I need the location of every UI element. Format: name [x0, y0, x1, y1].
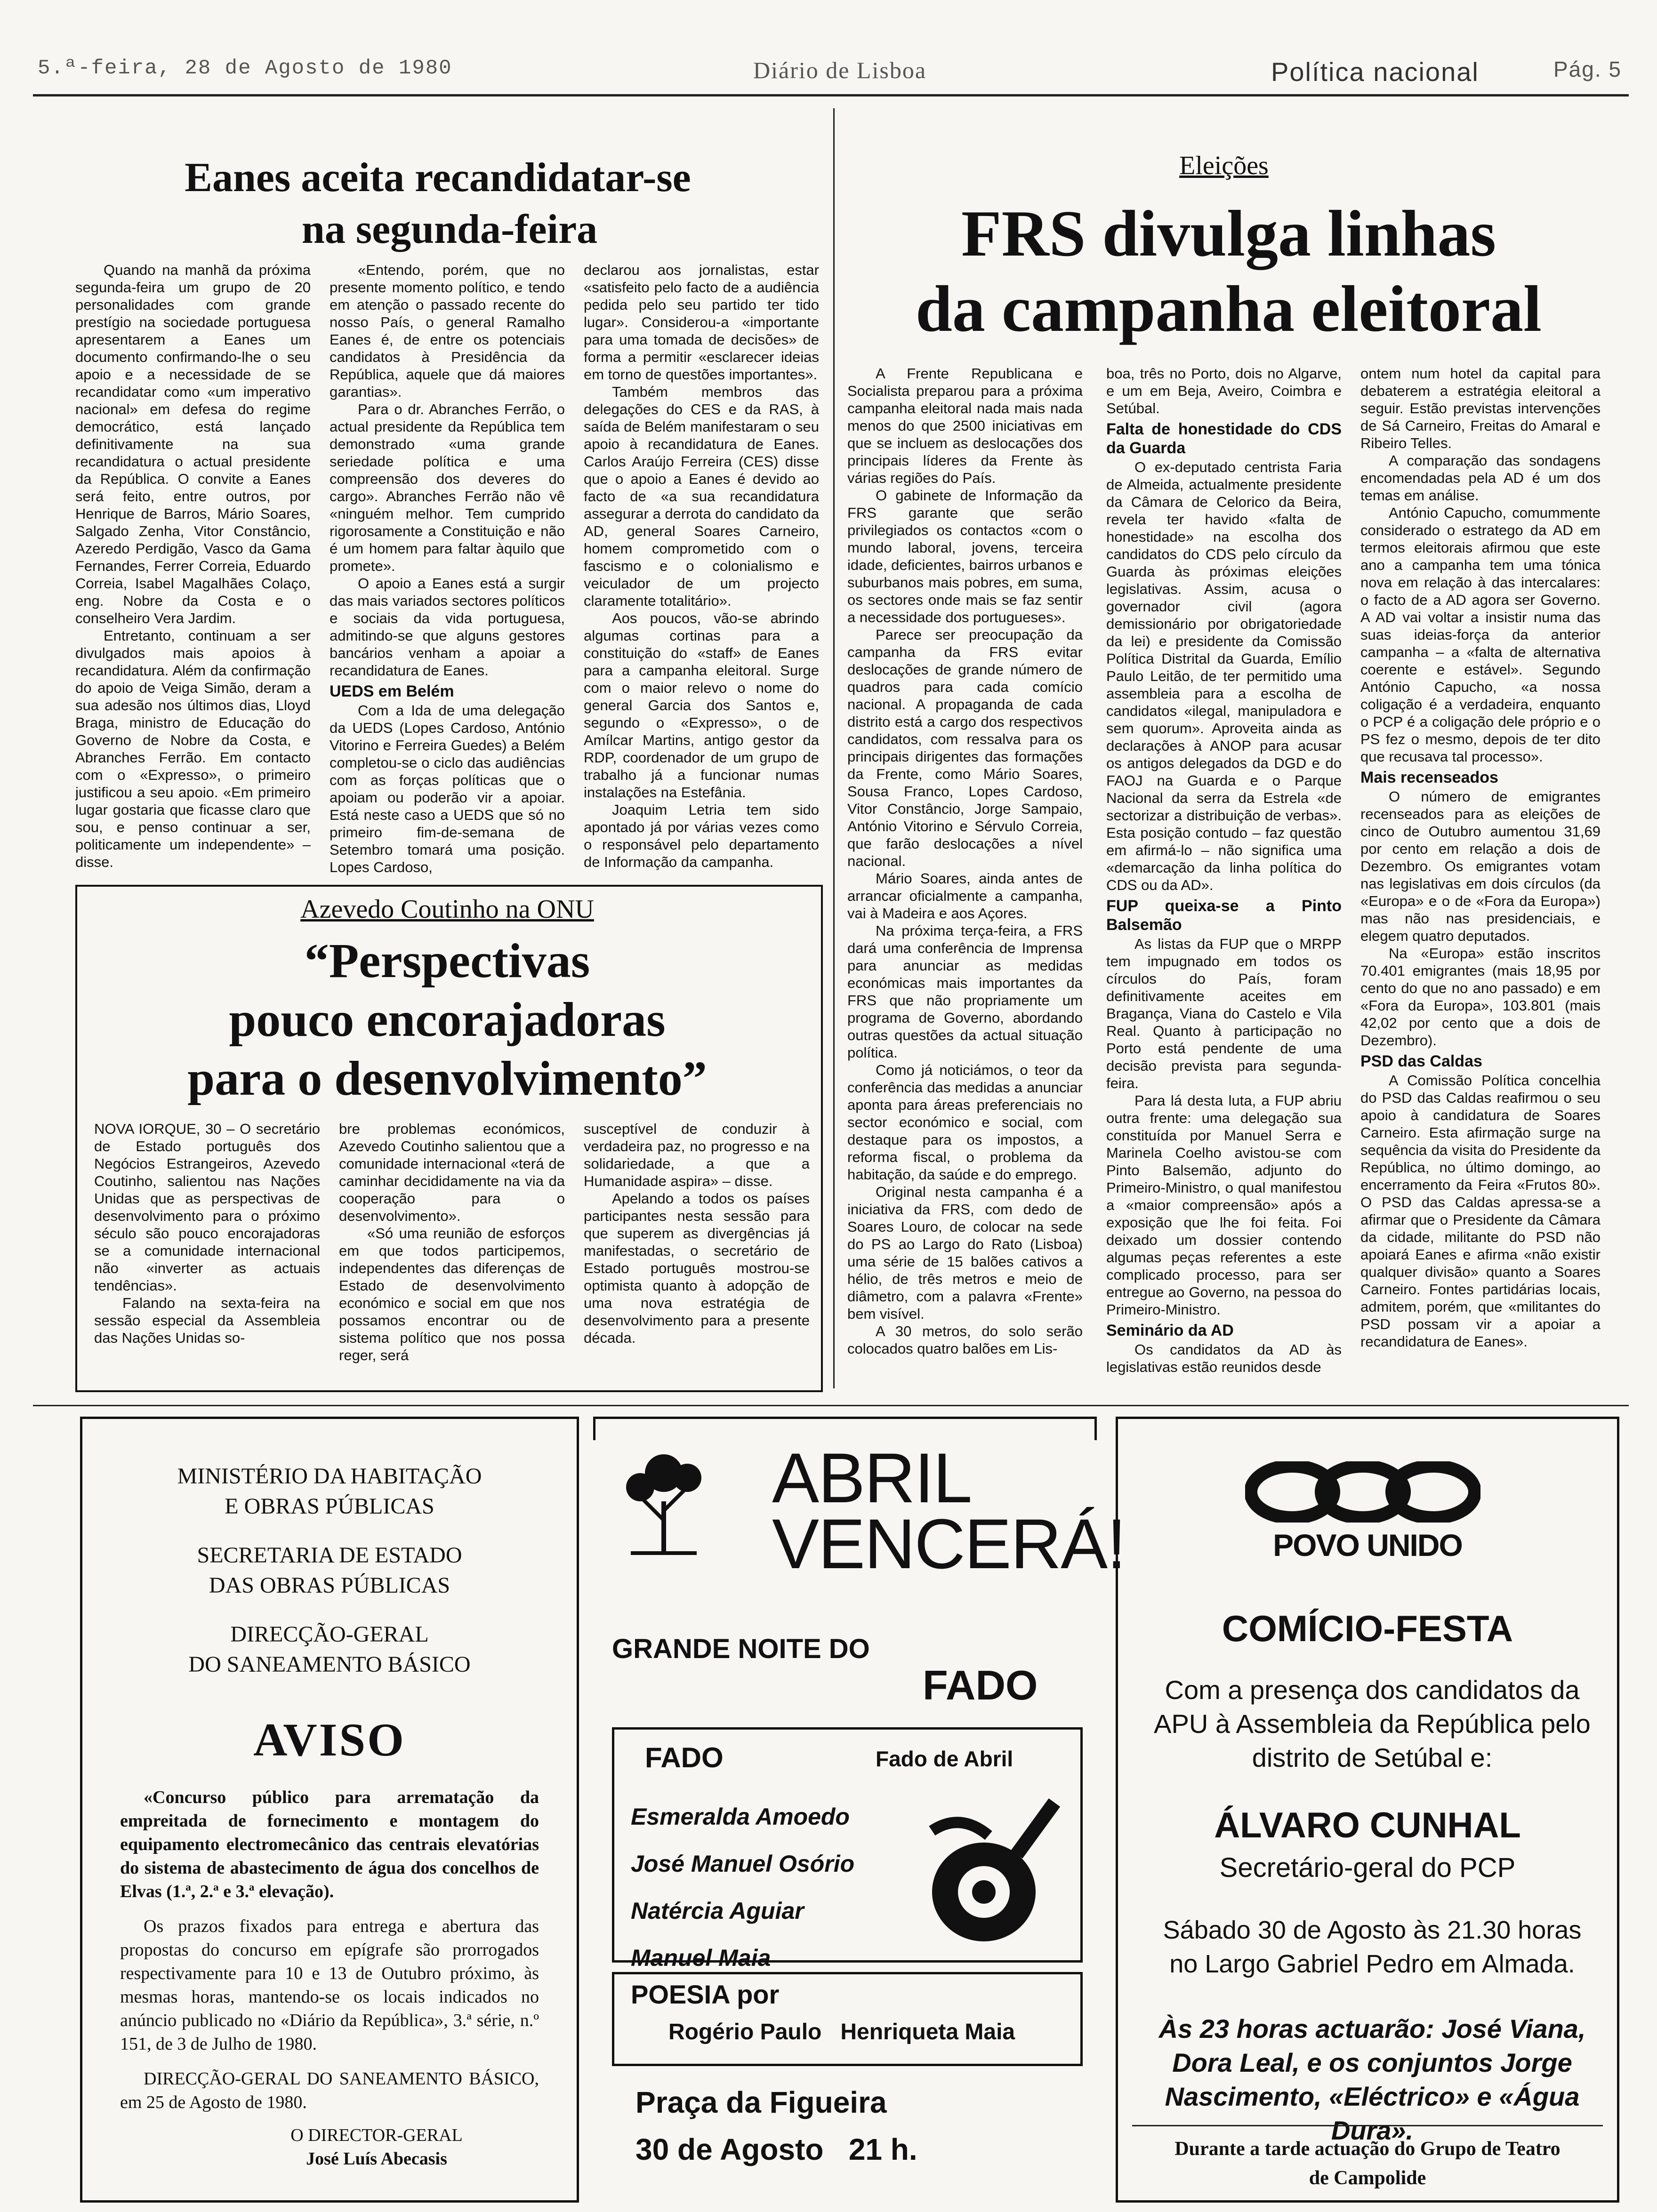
onu-paragraph: Apelando a todos os países participantes nesta sessão para que superem as divergências já manifestadas, o secretário de Estado português mostrou-se optimista quanto à adopção de uma nova estratégia de desenvolvimento para a presente década. — [584, 1190, 810, 1346]
ad-ministerio-paragraph: «Concurso público para arrematação da empreitada de fornecimento e montagem do equipamento electromecânico das centrais elevatórias do sistema de abastecimento de água dos concelhos de Elvas (1.ª, 2.ª e 3.ª elevação). — [120, 1787, 539, 1901]
ad-apu-title: COMÍCIO-FESTA — [1222, 1608, 1513, 1649]
ad-ministerio-paragraph: DIRECÇÃO-GERAL DO SANEAMENTO BÁSICO, em 25 de Agosto de 1980. — [120, 2069, 539, 2112]
frs-paragraph: Na próxima terça-feira, a FRS dará uma conferência de Imprensa para anunciar as medidas económicas mais importantes da FRS que não propriamente um programa de Governo, abordando outras questões da actual situação política. — [847, 922, 1083, 1061]
frs-subhead-psd-caldas: PSD das Caldas — [1360, 1052, 1482, 1070]
ad-ministerio-line: DO SANEAMENTO BÁSICO — [188, 1652, 471, 1677]
ad-fado-slogan-line2: VENCERÁ! — [772, 1504, 1126, 1583]
ad-ministerio-box — [80, 1417, 579, 2203]
frs-paragraph: As listas da FUP que o MRPP tem impugnado em todos os círculos do País, foram definitivamente aceites em Bragança, Viana do Castelo e Vila Real. Quanto à participação no Porto está pendente de uma decisão prevista para segunda-feira. — [1106, 936, 1342, 1091]
onu-headline-line2: pouco encorajadoras — [229, 993, 666, 1047]
ad-apu-paragraph: Às 23 horas actuarão: José Viana, Dora Leal, e os conjuntos Jorge Nascimento, «Eléctrico» e «Água Dura». — [1158, 2014, 1586, 2145]
ad-ministerio-line: E OBRAS PÚBLICAS — [225, 1494, 434, 1519]
frs-headline-line1: FRS divulga linhas — [961, 197, 1496, 270]
frs-paragraph: Para lá desta luta, a FUP abriu outra frente: uma delegação sua constituída por Manuel Serra e Marinela Coelho avistou-se com Pinto Balsemão, adjunto do Primeiro-Ministro, o qual manifestou a «maior compreensão» após a exposição que lhe foi feita. Foi deixado um dossier contendo algumas peças referentes a este complicado processo, para ser entregue ao Governo, na pessoa do Primeiro-Ministro. — [1106, 1092, 1342, 1318]
frs-paragraph: O ex-deputado centrista Faria de Almeida, actualmente presidente da Câmara de Celorico da Beira, revela ter havido «falta de honestidade» na escolha dos candidatos do CDS pelo círculo da Guarda às próximas eleições legislativas. Assim, acusa o governador civil (agora demissionário por obrigatoriedade da lei) e presidente da Comissão Política Distrital da Guarda, Emílio Paulo Leitão, de ter permitido uma assembleia para a escolha de candidatos «ilegal, manipuladora e sem quorum». Aproveita ainda as declarações à ANOP para acusar os antigos delegados da DGD e do FAOJ na Guarda e o Parque Nacional da serra da Estrela «de sectorizar a distribuição de verbas». Esta posição contudo – faz questão em afirmá-lo – não significa uma «demarcação da linha política do CDS ou da AD». — [1106, 459, 1342, 893]
onu-paragraph: «Só uma reunião de esforços em que todos participemos, independentes das diferenças de Estado de desenvolvimento económico e social em que nos possamos encontrar ou de sistema político que nos possa reger, será — [339, 1225, 565, 1363]
onu-headline-line3: para o desenvolvimento” — [187, 1051, 707, 1106]
ad-apu-name: ÁLVARO CUNHAL — [1214, 1805, 1521, 1845]
ad-fado-slogan-line1: ABRIL — [772, 1438, 972, 1517]
frs-paragraph: A Comissão Política concelhia do PSD das Caldas reafirmou o seu apoio à candidatura de Soares Carneiro. Esta afirmação surge na sequência da visita do Presidente da República, no último domingo, ao encerramento da Feira «Frutos 80». O PSD das Caldas apressa-se a afirmar que o Presidente da Câmara da cidade, militante do PSD não apoiará Eanes e afirma «não existir qualquer divisão» quanto a Soares Carneiro. Fontes partidárias locais, admitem, porém, que «militantes do PSD possam vir a apoiar a recandidatura de Eanes». — [1360, 1072, 1601, 1350]
ad-ministerio-line: DAS OBRAS PÚBLICAS — [209, 1573, 450, 1598]
onu-paragraph: susceptível de conduzir à verdadeira paz, no progresso e na solidariedade, a que a Humanidade aspira» – disse. — [584, 1121, 810, 1189]
ad-fado-label: FADO — [645, 1742, 724, 1773]
ad-ministerio-line: SECRETARIA DE ESTADO — [197, 1543, 462, 1568]
ad-fado-singer: José Manuel Osório — [631, 1851, 855, 1877]
frs-paragraph: boa, três no Porto, dois no Algarve, e um em Beja, Aveiro, Coimbra e Setúbal. — [1106, 365, 1342, 417]
guitar-hands-icon — [913, 1793, 1064, 1953]
frs-headline-line2: da campanha eleitoral — [916, 272, 1542, 345]
frs-subhead-fup: FUP queixa-se a Pinto Balsemão — [1106, 897, 1342, 934]
frs-column-2 — [1106, 365, 1342, 1388]
frs-paragraph: A Frente Republicana e Socialista preparou para a próxima campanha eleitoral nada mais nada menos do que 2500 iniciativas em que se incluem as deslocações dos principais líderes da Frente às várias regiões do País. — [847, 365, 1083, 486]
ads-rule — [33, 1405, 1629, 1406]
ad-fado-singer: Natércia Aguiar — [631, 1898, 804, 1924]
frs-paragraph: António Capucho, comummente considerado o estratego da AD em termos eleitorais afirmou que este ano a campanha tem uma tónica nova em relação à das intercalares: o facto de a AD agora ser Governo. A AD vai voltar a insistir numa das suas ideias-força da anterior campanha – a «falta de alternativa coerente e estável». Segundo António Capucho, «a nossa coligação é a verdadeira, enquanto o PCP é a coligação dele próprio e o PS fez o mesmo, depois de ter dito que recusava tal processo». — [1360, 505, 1601, 765]
ad-apu-paragraph: Sábado 30 de Agosto às 21.30 horas no Largo Gabriel Pedro em Almada. — [1163, 1916, 1582, 1978]
frs-subhead-seminario: Seminário da AD — [1106, 1322, 1234, 1339]
ad-fado-top-frame — [593, 1417, 1097, 1440]
masthead-rule — [33, 94, 1629, 96]
eanes-paragraph: Entretanto, continuam a ser divulgados mais apoios à recandidatura. Além da confirmação do apoio de Veiga Simão, deram a sua adesão nos últimos dias, Lloyd Braga, ministro de Educação do Governo de Nobre da Costa, e Abranches Ferrão. Em contacto com o «Expresso», o primeiro justificou a seu apoio. «Em primeiro lugar gostaria que ficasse claro que sou, e penso continuar a ser, politicamente um independente» – disse. — [75, 627, 311, 870]
frs-kicker: Eleições — [1179, 151, 1269, 180]
ad-apu-role: Secretário-geral do PCP — [1219, 1852, 1516, 1883]
frs-paragraph: Os candidatos da AD às legislativas estão reunidos desde — [1106, 1341, 1342, 1375]
frs-paragraph: Mário Soares, ainda antes de arrancar oficialmente a campanha, vai à Madeira e aos Açores. — [847, 870, 1083, 922]
frs-paragraph: Como já noticiámos, o teor da conferência das medidas a anunciar aponta para áreas preferenciais no sector económico e social, com destaque para os impostos, a reforma fiscal, o problema da habitação, da saúde e do emprego. — [847, 1062, 1083, 1183]
frs-paragraph: O número de emigrantes recenseados para as eleições de cinco de Outubro aumentou 31,69 por cento em relação a dois de Dezembro. Os emigrantes votam nas legislativas em dois círculos (da «Europa» e o de «Fora da Europa») mas não nas presidenciais, e elegem quatro deputados. — [1360, 788, 1601, 944]
masthead-date: 5.ª-feira, 28 de Agosto de 1980 — [38, 56, 452, 80]
eanes-paragraph: Joaquim Letria tem sido apontado já por várias vezes como o responsável pelo departamento de Informação da campanha. — [584, 801, 819, 870]
ad-fado-place: Praça da Figueira — [635, 2085, 887, 2119]
column-divider — [833, 108, 835, 1388]
ad-ministerio-paragraph: Os prazos fixados para entrega e abertura das propostas do concurso em epígrafe são prorrogados respectivamente para 10 e 13 de Outubro próximo, às mesmas horas, mantendo-se os locais indicados no anúncio publicado no «Diário da República», 3.ª série, n.º 151, de 3 de Julho de 1980. — [120, 1916, 539, 2054]
ad-fado-singer: Manuel Maia — [631, 1945, 771, 1971]
ad-fado-poesia: POESIA por — [631, 1980, 780, 2009]
eanes-paragraph: O apoio a Eanes está a surgir das mais variados sectores políticos e sociais da vida portuguesa, admitindo-se que alguns gestores bancários venham a apoiar a recandidatura de Eanes. — [330, 575, 565, 679]
masthead-paper: Diário de Lisboa — [753, 57, 927, 83]
eanes-paragraph: Aos poucos, vão-se abrindo algumas cortinas para a constituição do «staff» de Eanes para a campanha eleitoral. Surge com o maior relevo o nome do general Garcia dos Santos e, segundo o «Expresso», o de Amílcar Martins, antigo gestor da RDP, coordenador de um grupo de trabalho já a funcionar numas instalações na Estefânia. — [584, 610, 819, 801]
ad-apu-divider — [1132, 2125, 1603, 2126]
ad-fado-poets: Rogério Paulo Henriqueta Maia — [668, 2020, 1015, 2044]
onu-column-3 — [584, 1120, 810, 1379]
ad-apu-footer: Durante a tarde actuação do Grupo de Teatro de Campolide — [1174, 2138, 1560, 2189]
onu-column-2 — [339, 1120, 565, 1379]
ad-ministerio-line: DIRECÇÃO-GERAL — [230, 1622, 429, 1647]
onu-kicker: Azevedo Coutinho na ONU — [300, 895, 594, 924]
eanes-paragraph: «Entendo, porém, que no presente momento político, e tendo em atenção o passado recente do nosso País, o general Ramalho Eanes é, de entre os potenciais candidatos à Presidência da República, aquele que dá maiores garantias». — [330, 262, 565, 400]
frs-paragraph: Original nesta campanha é a iniciativa da FRS, com dedo de Soares Louro, de colocar na sede do PS ao Largo do Rato (Lisboa) uma série de 15 balões cativos a hélio, de três metros e meio de diâmetro, com a palavra «Frente» bem visível. — [847, 1184, 1083, 1322]
eanes-column-1 — [75, 261, 311, 878]
ad-fado-singers — [631, 1793, 854, 1981]
onu-paragraph: NOVA IORQUE, 30 – O secretário de Estado português dos Negócios Estrangeiros, Azevedo Coutinho, salientou nas Nações Unidas que as perspectivas de desenvolvimento para o próximo século são pouco encorajadoras se a comunidade internacional não «inverter as actuais tendências». — [94, 1121, 320, 1294]
frs-paragraph: Parece ser preocupação da campanha da FRS evitar deslocações de grande número de quadros para cada comício nacional. A propaganda de cada distrito está a cargo dos respectivos candidatos, com ressalva para os principais dirigentes das formações da Frente, como Mário Soares, Sousa Franco, Lopes Cardoso, Vitor Constâncio, Jorge Sampaio, António Vitorino e Sérvulo Correia, que farão deslocações a nível nacional. — [847, 626, 1083, 869]
ad-apu-brand: POVO UNIDO — [1273, 1528, 1462, 1563]
frs-column-3 — [1360, 365, 1601, 1388]
eanes-paragraph: declarou aos jornalistas, estar «satisfeito pelo facto de a audiência pedida pelo seu partido ter tido lugar». Considerou-a «importante para uma tomada de decisões» de forma a permitir «esclarecer ideias em torno de questões importantes». — [584, 262, 819, 383]
masthead-section: Política nacional — [1271, 57, 1479, 87]
ad-apu-box — [1116, 1417, 1619, 2203]
eanes-subhead-ueds: UEDS em Belém — [330, 682, 454, 700]
eanes-column-2 — [330, 261, 565, 878]
frs-subhead-cds-guarda: Falta de honestidade do CDS da Guarda — [1106, 420, 1342, 457]
eanes-paragraph: Quando na manhã da próxima segunda-feira um grupo de 20 personalidades com grande prestígio na sociedade portuguesa apresentarem a Eanes um documento confirmando-lhe o seu apoio e a necessidade de se recandidatar como «um imperativo nacional» em defesa do regime democrático, está lançado definitivamente na sua recandidatura o actual presidente da República. O convite a Eanes será feito, entre outros, por Henrique de Barros, Mário Soares, Salgado Zenha, Vitor Constâncio, Azeredo Perdigão, Vasco da Gama Fernandes, Ferrer Correia, Eduardo Correia, Isabel Magalhães Colaço, eng. Nobre da Costa e o conselheiro Vera Jardim. — [75, 262, 311, 626]
onu-paragraph: bre problemas económicos, Azevedo Coutinho salientou que a comunidade internacional «terá de caminhar decididamente na via da cooperação para o desenvolvimento». — [339, 1121, 565, 1224]
onu-column-1 — [94, 1120, 320, 1379]
ad-ministerio-line: MINISTÉRIO DA HABITAÇÃO — [177, 1464, 482, 1489]
frs-column-1 — [847, 365, 1083, 1388]
frs-subhead-recenseados: Mais recenseados — [1360, 769, 1498, 786]
ad-ministerio-title: AVISO — [253, 1714, 406, 1766]
ad-fado-singer: Esmeralda Amoedo — [631, 1803, 850, 1830]
frs-paragraph: O gabinete de Informação da FRS garante que serão privilegiados os contactos «com o mundo laboral, jovens, terceira idade, deficientes, bairros urbanos e suburbanos mais pobres, em suma, os sectores onde mais se faz sentir a necessidade dos portugueses». — [847, 487, 1083, 625]
ad-fado-grande-noite: GRANDE NOITE DO — [612, 1634, 870, 1664]
carnation-tree-icon — [621, 1445, 706, 1558]
masthead-page: Pág. 5 — [1553, 57, 1622, 81]
eanes-paragraph: Com a Ida de uma delegação da UEDS (Lopes Cardoso, António Vitorino e Ferreira Guedes) a Belém completou-se o ciclo das audiências com as forças políticas que o apoiam ou poderão vir a apoiar. Está neste caso a UEDS que só no primeiro fim-de-semana de Setembro tomará uma posição. Lopes Cardoso, — [330, 702, 565, 875]
ad-fado-date: 30 de Agosto 21 h. — [635, 2132, 917, 2166]
apu-rings-logo-icon — [1245, 1461, 1480, 1523]
ad-ministerio-signature-name: José Luís Abecasis — [306, 2149, 447, 2169]
frs-paragraph: ontem num hotel da capital para debaterem a estratégia eleitoral a seguir. Estão previstas intervenções de Sá Carneiro, Freitas do Amaral e Ribeiro Telles. — [1360, 365, 1601, 451]
ad-fado-de-abril: Fado de Abril — [876, 1747, 1014, 1771]
ad-fado-big-title: FADO — [923, 1662, 1038, 1708]
eanes-column-3 — [584, 261, 819, 878]
eanes-paragraph: Para o dr. Abranches Ferrão, o actual presidente da República tem demonstrado «uma grande seriedade política e uma compreensão dos deveres do cargo». Abranches Ferrão não vê «ninguém melhor. Tem cumprido rigorosamente a Constituição e não é um homem para faltar àquilo que promete». — [330, 401, 565, 574]
ad-apu-paragraph: Com a presença dos candidatos da APU à Assembleia da República pelo distrito de Setúbal e: — [1154, 1675, 1591, 1772]
frs-paragraph: A comparação das sondagens encomendadas pela AD é um dos temas em análise. — [1360, 452, 1601, 504]
onu-headline-line1: “Perspectivas — [304, 934, 590, 988]
frs-paragraph: A 30 metros, do solo serão colocados quatro balões em Lis- — [847, 1323, 1083, 1357]
eanes-headline-line2: na segunda-feira — [301, 207, 598, 252]
eanes-paragraph: Também membros das delegações do CES e da RAS, à saída de Belém manifestaram o seu apoio à recandidatura de Eanes. Carlos Araújo Ferreira (CES) disse que o apoio a Eanes é devido ao facto de «a sua recandidatura assegurar a derrota do candidato da AD, general Soares Carneiro, homem comprometido com o fascismo e o colonialismo e veiculador de um projecto claramente totalitário». — [584, 384, 819, 609]
onu-paragraph: Falando na sexta-feira na sessão especial da Assembleia das Nações Unidas so- — [94, 1295, 320, 1346]
eanes-headline-line1: Eanes aceita recandidatar-se — [185, 155, 691, 200]
ad-ministerio-signature-title: O DIRECTOR-GERAL — [290, 2125, 463, 2145]
ad-fado — [593, 1417, 1126, 2198]
frs-paragraph: Na «Europa» estão inscritos 70.401 emigrantes (mais 18,95 por cento do que no ano passado) e em «Fora da Europa», 103.801 (mais 42,02 por cento que a dois de Dezembro). — [1360, 945, 1601, 1049]
